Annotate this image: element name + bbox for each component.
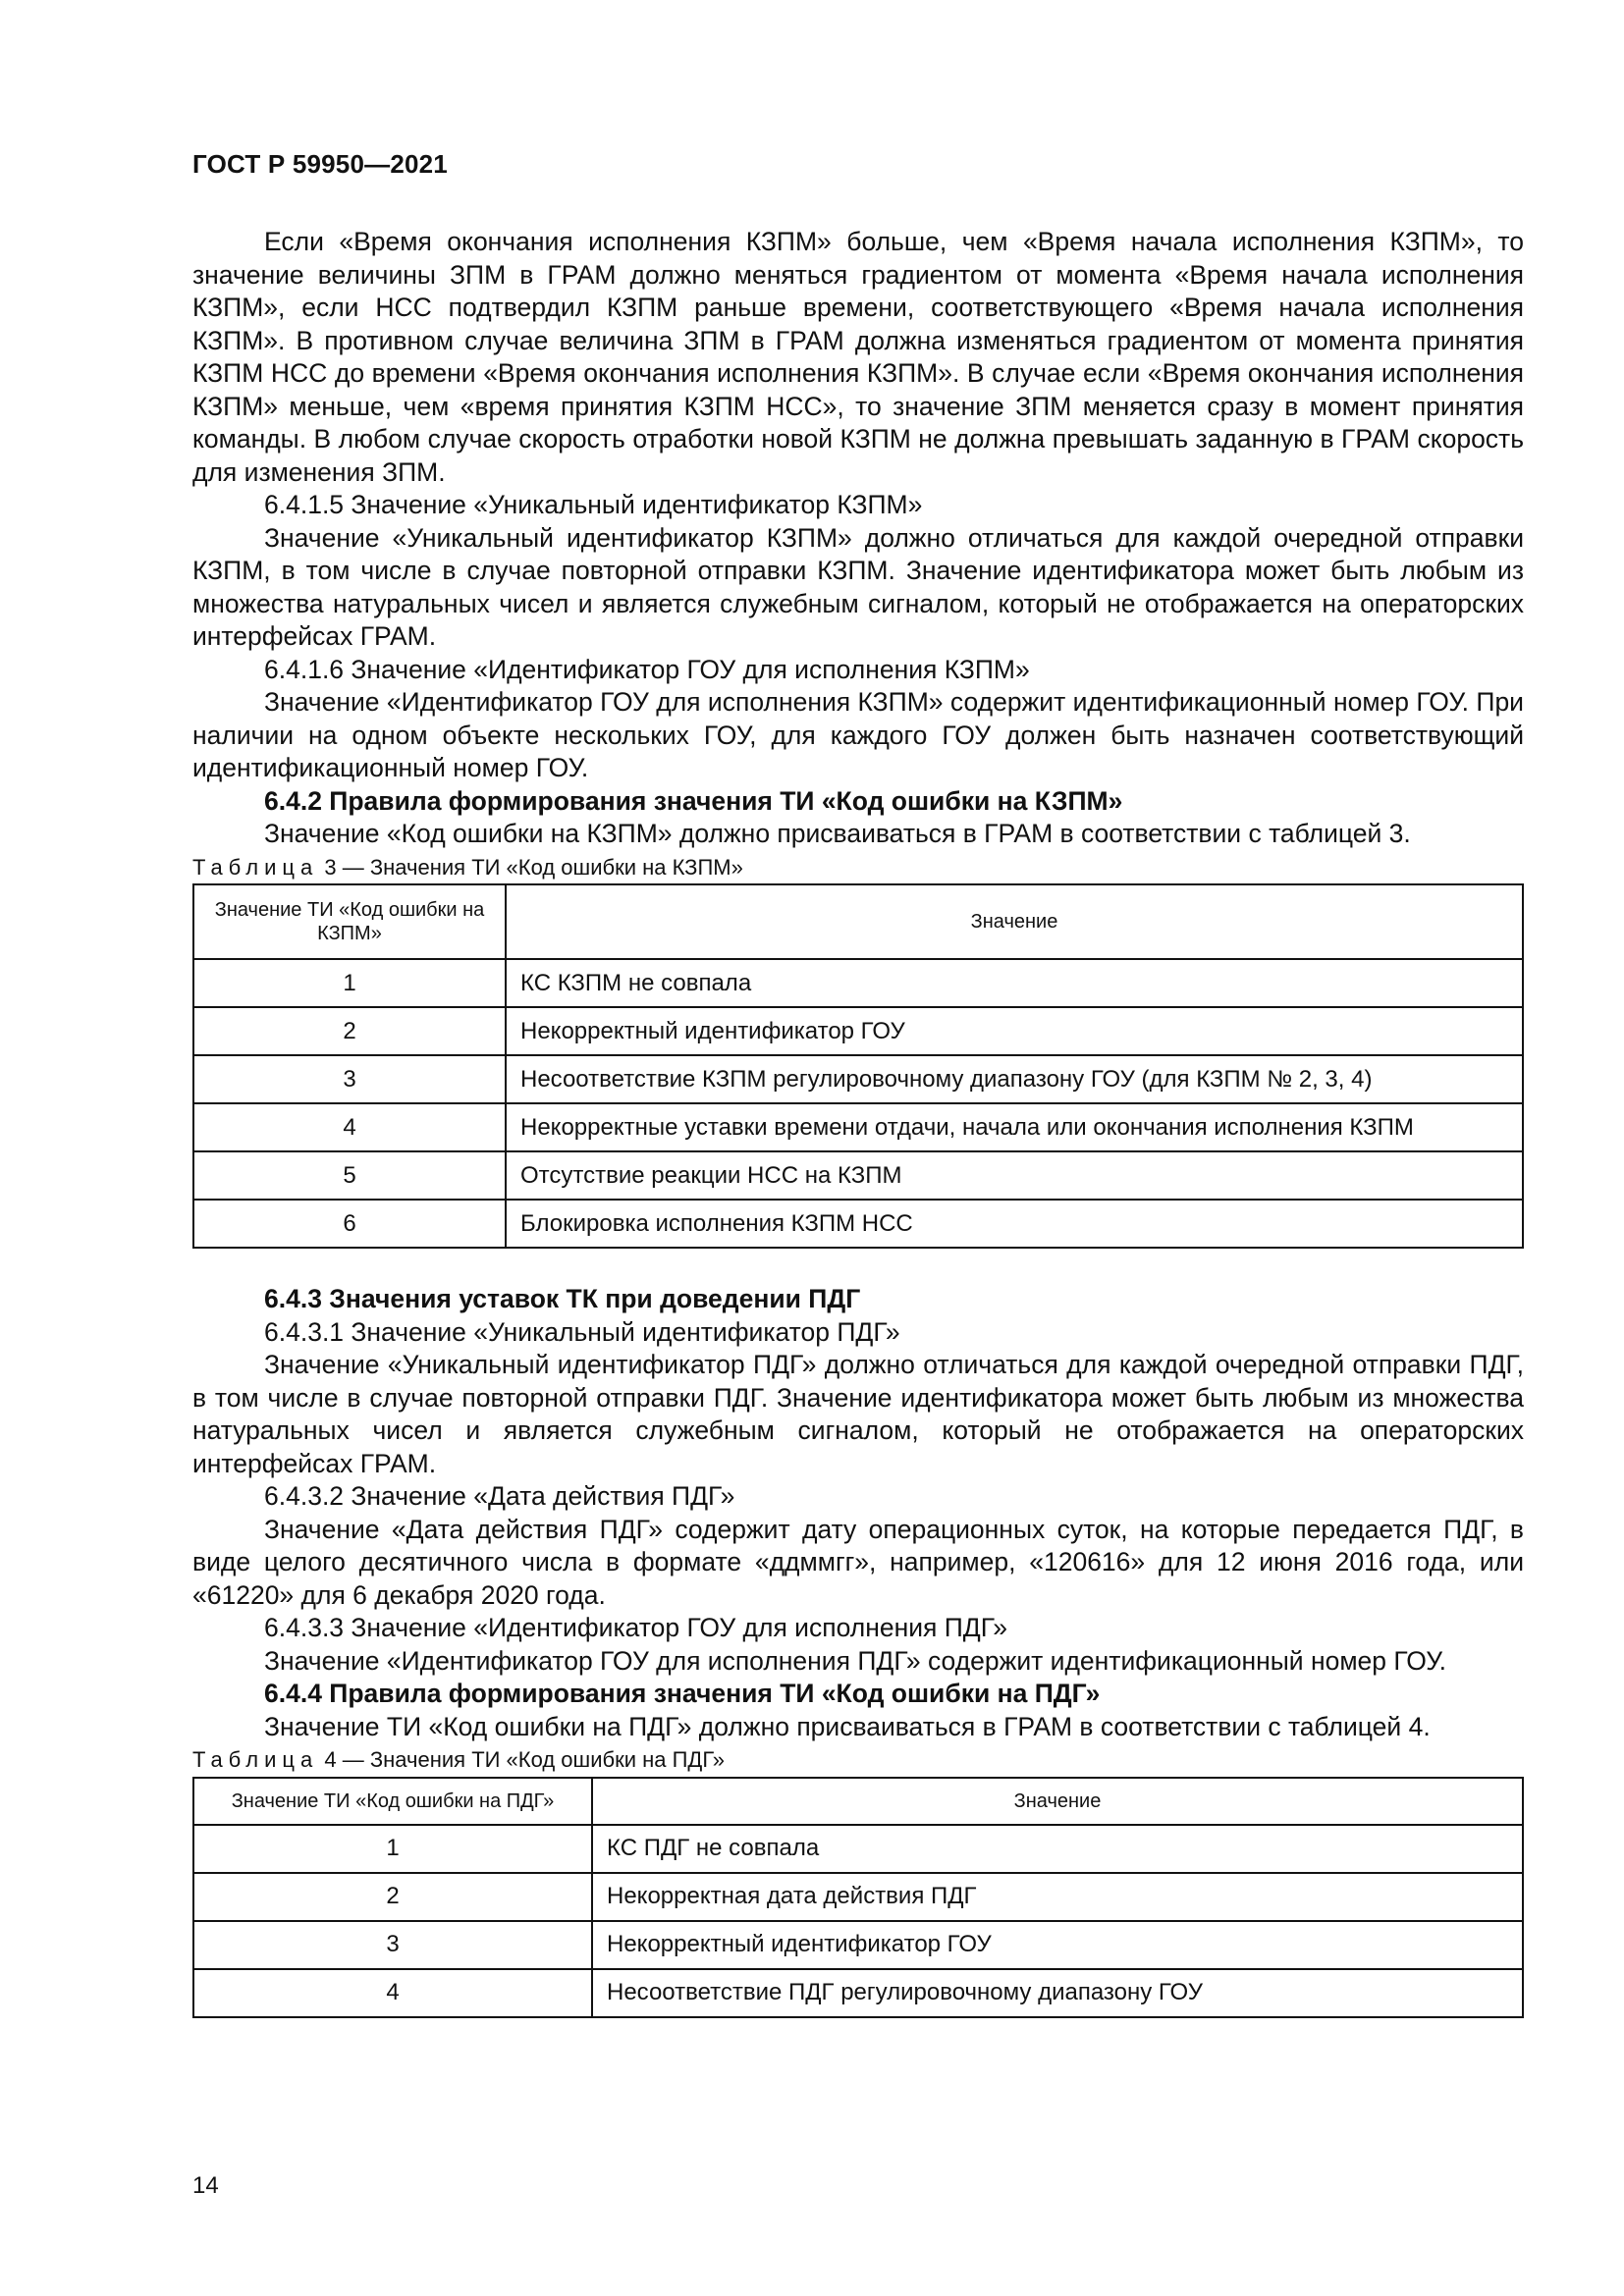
paragraph: Если «Время окончания исполнения КЗПМ» больше, чем «Время начала исполнения КЗПМ», то значение величины ЗПМ в ГРАМ должно меняться градиентом от момента «Время начала исполнения КЗПМ», если НСС подтвердил КЗПМ раньше времени, соответствующего «Время начала исполнения КЗПМ». В противном случае величина ЗПМ в ГРАМ должна изменяться градиентом от момента принятия КЗПМ НСС до времени «Время окончания исполнения КЗПМ». В случае если «Время окончания исполнения КЗПМ» меньше, чем «время принятия КЗПМ НСС», то значение ЗПМ меняется сразу в момент принятия команды. В любом случае скорость отработки новой КЗПМ не должна превышать заданную в ГРАМ скорость для изменения ЗПМ.: [192, 227, 1524, 487]
code-cell: 4: [193, 1969, 592, 2017]
paragraph: Значение «Идентификатор ГОУ для исполнения КЗПМ» содержит идентификационный номер ГОУ. При наличии на одном объекте нескольких ГОУ, для каждого ГОУ должен быть назначен соответствующий идентификационный номер ГОУ.: [192, 687, 1524, 782]
value-cell: Некорректные уставки времени отдачи, начала или окончания исполнения КЗПМ: [506, 1103, 1523, 1151]
table-row: [193, 959, 1523, 1007]
section-heading: 6.4.3 Значения уставок ТК при доведении ПДГ: [264, 1284, 861, 1313]
code-cell: 1: [193, 1825, 592, 1873]
table-row: [193, 1200, 1523, 1248]
code-cell: 2: [193, 1873, 592, 1921]
value-cell: КС ПДГ не совпала: [592, 1825, 1523, 1873]
value-cell: Некорректный идентификатор ГОУ: [506, 1007, 1523, 1055]
code-cell: 3: [193, 1921, 592, 1969]
code-cell: 4: [193, 1103, 506, 1151]
table-caption: [192, 1743, 1524, 1777]
table-row: [193, 1055, 1523, 1103]
value-cell: Блокировка исполнения КЗПМ НСС: [506, 1200, 1523, 1248]
section-heading: 6.4.2 Правила формирования значения ТИ «Код ошибки на КЗПМ»: [264, 785, 1123, 816]
table-row: [193, 1825, 1523, 1873]
table-caption-text: 3 — Значения ТИ «Код ошибки на КЗПМ»: [318, 854, 743, 880]
table-row: [193, 1873, 1523, 1921]
clause-heading: 6.4.3.2 Значение «Дата действия ПДГ»: [264, 1481, 735, 1511]
body-text: [192, 226, 1524, 2053]
clause-heading: 6.4.1.6 Значение «Идентификатор ГОУ для исполнения КЗПМ»: [264, 654, 1030, 684]
value-cell: Некорректный идентификатор ГОУ: [592, 1921, 1523, 1969]
section-heading: 6.4.4 Правила формирования значения ТИ «Код ошибки на ПДГ»: [264, 1679, 1101, 1708]
code-cell: 2: [193, 1007, 506, 1055]
paragraph: Значение ТИ «Код ошибки на ПДГ» должно присваиваться в ГРАМ в соответствии с таблицей 4.: [264, 1711, 1431, 1741]
table-row: [193, 1007, 1523, 1055]
code-cell: 1: [193, 959, 506, 1007]
value-cell: Некорректная дата действия ПДГ: [592, 1873, 1523, 1921]
table-caption: [192, 851, 1524, 884]
value-cell: Несоответствие ПДГ регулировочному диапазону ГОУ: [592, 1969, 1523, 2017]
table-row: [193, 1921, 1523, 1969]
paragraph: Значение «Уникальный идентификатор ПДГ» должно отличаться для каждой очередной отправки ПДГ, в том числе в случае повторной отправки ПДГ. Значение идентификатора может быть любым из множества натуральных чисел и является служебным сигналом, который не отображается на операторских интерфейсах ГРАМ.: [192, 1350, 1524, 1478]
column-header-code: Значение ТИ «Код ошибки на ПДГ»: [193, 1778, 592, 1825]
column-header-code: Значение ТИ «Код ошибки на КЗПМ»: [193, 884, 506, 959]
document-header: ГОСТ Р 59950—2021: [192, 149, 448, 179]
table-caption-label: Таблица: [192, 1747, 319, 1772]
table-header-row: [193, 884, 1523, 959]
column-header-value: Значение: [592, 1778, 1523, 1825]
column-header-value: Значение: [506, 884, 1523, 959]
code-cell: 6: [193, 1200, 506, 1248]
table-caption-label: Таблица: [192, 854, 319, 880]
paragraph: Значение «Код ошибки на КЗПМ» должно присваиваться в ГРАМ в соответствии с таблицей 3.: [264, 819, 1411, 848]
table-header-row: [193, 1778, 1523, 1825]
paragraph: Значение «Уникальный идентификатор КЗПМ» должно отличаться для каждой очередной отправки КЗПМ, в том числе в случае повторной отправки КЗПМ. Значение идентификатора может быть любым из множества натуральных чисел и является служебным сигналом, который не отображается на операторских интерфейсах ГРАМ.: [192, 522, 1524, 651]
table-row: [193, 1969, 1523, 2017]
code-cell: 5: [193, 1151, 506, 1200]
clause-heading: 6.4.3.3 Значение «Идентификатор ГОУ для исполнения ПДГ»: [264, 1613, 1008, 1642]
value-cell: Несоответствие КЗПМ регулировочному диапазону ГОУ (для КЗПМ № 2, 3, 4): [506, 1055, 1523, 1103]
code-cell: 3: [193, 1055, 506, 1103]
error-codes-table-kzpm: [192, 883, 1524, 1249]
value-cell: Отсутствие реакции НСС на КЗПМ: [506, 1151, 1523, 1200]
page-number: 14: [192, 2172, 219, 2199]
value-cell: КС КЗПМ не совпала: [506, 959, 1523, 1007]
table-caption-text: 4 — Значения ТИ «Код ошибки на ПДГ»: [318, 1747, 725, 1772]
error-codes-table-pdg: [192, 1777, 1524, 2018]
paragraph: Значение «Идентификатор ГОУ для исполнения ПДГ» содержит идентификационный номер ГОУ.: [264, 1645, 1446, 1676]
table-row: [193, 1103, 1523, 1151]
paragraph: Значение «Дата действия ПДГ» содержит дату операционных суток, на которые передается ПДГ, в виде целого десятичного числа в формате «ддммгг», например, «120616» для 12 июня 2016 года, или «61220» для 6 декабря 2020 года.: [192, 1514, 1524, 1610]
clause-heading: 6.4.1.5 Значение «Уникальный идентификатор КЗПМ»: [264, 490, 923, 519]
table-row: [193, 1151, 1523, 1200]
clause-heading: 6.4.3.1 Значение «Уникальный идентификатор ПДГ»: [264, 1316, 900, 1347]
